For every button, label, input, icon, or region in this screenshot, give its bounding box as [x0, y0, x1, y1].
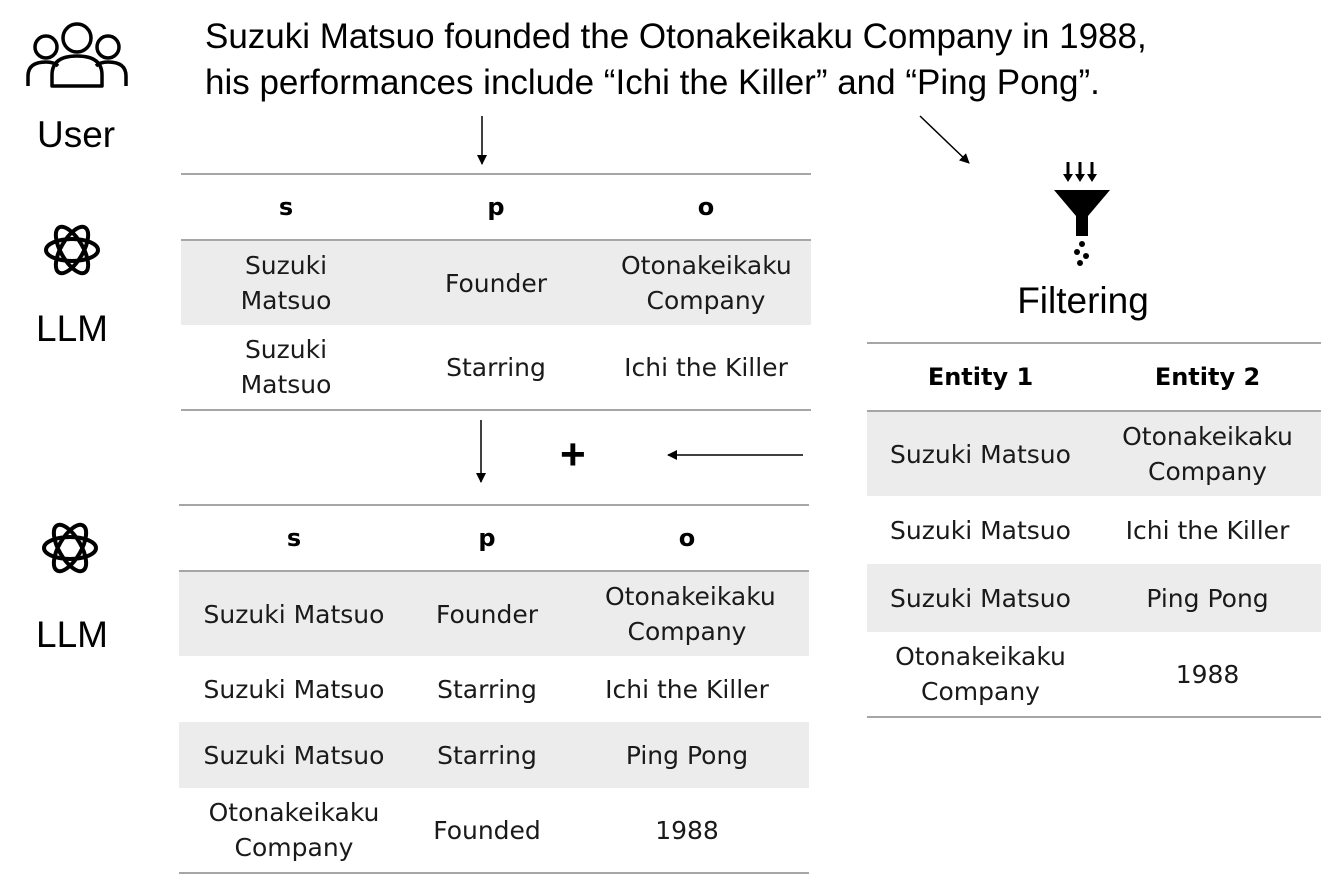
user-label: User — [37, 114, 116, 155]
cell-subject: Suzuki Matsuo — [179, 722, 409, 788]
header-entity-2: Entity 2 — [1094, 343, 1321, 411]
header-object: o — [565, 505, 809, 571]
llm-bottom-label: LLM — [36, 614, 108, 655]
cell-entity-2: Ichi the Killer — [1125, 515, 1290, 545]
table-header-row — [181, 174, 811, 240]
table-row — [181, 325, 811, 410]
table-row — [867, 496, 1321, 564]
filtering-label: Filtering — [1017, 280, 1149, 321]
funnel-filter-icon — [1046, 160, 1122, 270]
cell-subject: Suzuki Matsuo — [203, 674, 385, 704]
table-row — [179, 656, 809, 722]
table-row — [179, 571, 809, 656]
sentence-line-2: his performances include “Ichi the Killer” and “Ping Pong”. — [205, 63, 1100, 102]
table-row — [867, 411, 1321, 496]
cell-entity-1: Suzuki Matsuo — [867, 411, 1094, 496]
cell-entity-2: Ping Pong — [1094, 564, 1321, 632]
sentence-line-1: Suzuki Matsuo founded the Otonakeikaku Company in 1988, — [205, 17, 1147, 56]
cell-subject: Otonakeikaku Company — [179, 788, 409, 873]
input-sentence — [205, 14, 1147, 106]
cell-predicate: Starring — [437, 674, 537, 704]
cell-object: Ichi the Killer — [601, 325, 811, 410]
cell-entity-1: Suzuki Matsuo — [890, 515, 1071, 545]
cell-subject: Suzuki Matsuo — [181, 240, 391, 325]
table-row — [867, 632, 1321, 717]
cell-entity-2: 1988 — [1094, 632, 1321, 717]
cell-predicate: Founded — [409, 788, 565, 873]
header-predicate: p — [391, 174, 601, 240]
header-subject: s — [181, 174, 391, 240]
table-row — [179, 788, 809, 873]
user-group-icon — [24, 20, 130, 90]
table-header-row — [179, 505, 809, 571]
cell-object: Otonakeikaku Company — [565, 571, 809, 656]
llm-logo-icon — [38, 216, 106, 284]
cell-object: Ichi the Killer — [605, 674, 769, 704]
llm-top-label: LLM — [36, 308, 108, 349]
triple-table-initial — [181, 173, 811, 411]
table-row — [867, 564, 1321, 632]
table-row — [179, 722, 809, 788]
llm-logo-icon — [36, 514, 104, 582]
header-predicate: p — [409, 505, 565, 571]
plus-sign: + — [560, 430, 586, 479]
cell-object: Ping Pong — [565, 722, 809, 788]
cell-subject: Suzuki Matsuo — [181, 325, 391, 410]
arrow-sentence-to-filter — [920, 116, 969, 163]
cell-entity-1: Suzuki Matsuo — [867, 564, 1094, 632]
cell-predicate: Founder — [391, 240, 601, 325]
entity-table — [867, 342, 1321, 718]
cell-predicate: Founder — [409, 571, 565, 656]
header-object: o — [601, 174, 811, 240]
cell-subject: Suzuki Matsuo — [179, 571, 409, 656]
cell-entity-2: Otonakeikaku Company — [1094, 411, 1321, 496]
cell-object: Otonakeikaku Company — [601, 240, 811, 325]
table-header-row — [867, 343, 1321, 411]
header-entity-1: Entity 1 — [867, 343, 1094, 411]
cell-object: 1988 — [565, 788, 809, 873]
cell-predicate: Starring — [391, 325, 601, 410]
cell-predicate: Starring — [409, 722, 565, 788]
triple-table-refined — [179, 504, 809, 874]
cell-entity-1: Otonakeikaku Company — [867, 632, 1094, 717]
table-row — [181, 240, 811, 325]
header-subject: s — [179, 505, 409, 571]
